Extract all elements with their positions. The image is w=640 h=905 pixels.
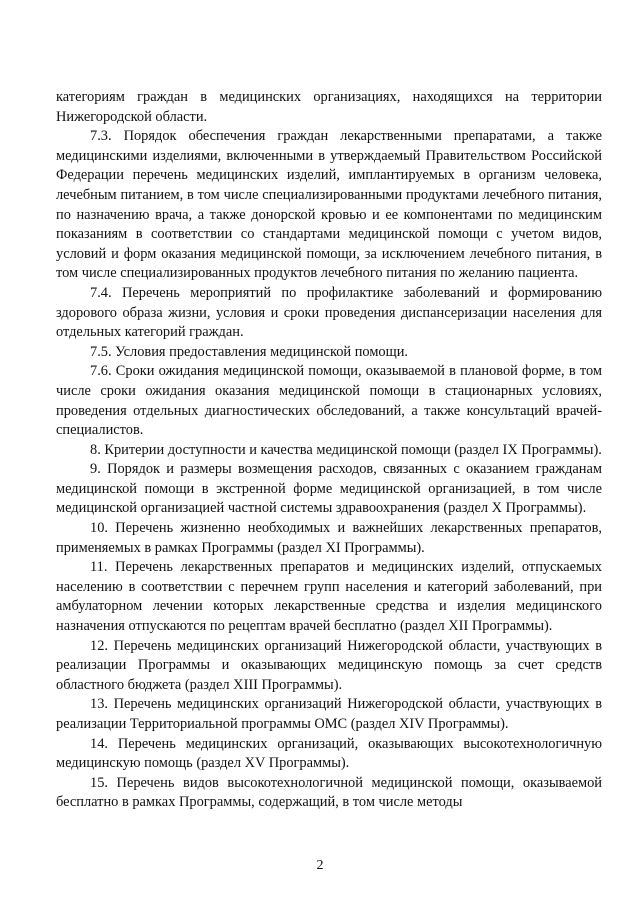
paragraph-15: 15. Перечень видов высокотехнологичной медицинской помощи, оказываемой бесплатно в рамках Программы, содержащий, в том числе методы bbox=[56, 774, 602, 811]
document-body bbox=[56, 88, 602, 813]
paragraph-11: 11. Перечень лекарственных препаратов и медицинских изделий, отпускаемых населению в соответствии с перечнем групп населения и категорий заболеваний, при амбулаторном лечении которых лекарственные средства и изделия медицинского назначения отпускаются по рецептам врачей бесплатно (раздел XII Программы). bbox=[56, 559, 602, 635]
paragraph-7-5: 7.5. Условия предоставления медицинской помощи. bbox=[90, 343, 408, 360]
paragraph-7-4: 7.4. Перечень мероприятий по профилактике заболеваний и формированию здорового образа жизни, условия и сроки проведения диспансеризации населения для отдельных категорий граждан. bbox=[56, 284, 602, 341]
paragraph-10: 10. Перечень жизненно необходимых и важнейших лекарственных препаратов, применяемых в рамках Программы (раздел XI Программы). bbox=[56, 520, 602, 556]
paragraph-7-6: 7.6. Сроки ожидания медицинской помощи, оказываемой в плановой форме, в том числе сроки ожидания оказания медицинской помощи в стационарных условиях, проведения отдельных диагностических обследований, а также консультаций врачей-специалистов. bbox=[56, 363, 602, 439]
paragraph-13: 13. Перечень медицинских организаций Нижегородской области, участвующих в реализации Территориальной программы ОМС (раздел XIV Программы). bbox=[56, 696, 602, 732]
paragraph-12: 12. Перечень медицинских организаций Нижегородской области, участвующих в реализации Программы и оказывающих медицинскую помощь за счет средств областного бюджета (раздел XIII Программы). bbox=[56, 637, 602, 693]
paragraph-8: 8. Критерии доступности и качества медицинской помощи (раздел IX Программы). bbox=[90, 441, 602, 458]
paragraph-9: 9. Порядок и размеры возмещения расходов, связанных с оказанием гражданам медицинской помощи в экстренной форме медицинской организацией, в том числе медицинской организацией частной системы здравоохранения (раздел X Программы). bbox=[56, 461, 602, 517]
paragraph-continuation: категориям граждан в медицинских организациях, находящихся на территории Нижегородской области. bbox=[56, 89, 602, 125]
paragraph-7-3: 7.3. Порядок обеспечения граждан лекарственными препаратами, а также медицинскими изделиями, включенными в утверждаемый Правительством Российской Федерации перечень медицинских изделий, имплантируемых в организм человека, лечебным питанием, в том числе специализированными продуктами лечебного питания, по назначению врача, а также донорской кровью и ее компонентами по медицинским показаниям в соответствии со стандартами медицинской помощи с учетом видов, условий и форм оказания медицинской помощи, за исключением лечебного питания, в том числе специализированных продуктов лечебного питания по желанию пациента. bbox=[56, 128, 602, 282]
paragraph-14: 14. Перечень медицинских организаций, оказывающих высокотехнологичную медицинскую помощь (раздел XV Программы). bbox=[56, 735, 602, 772]
page-number: 2 bbox=[316, 858, 324, 873]
